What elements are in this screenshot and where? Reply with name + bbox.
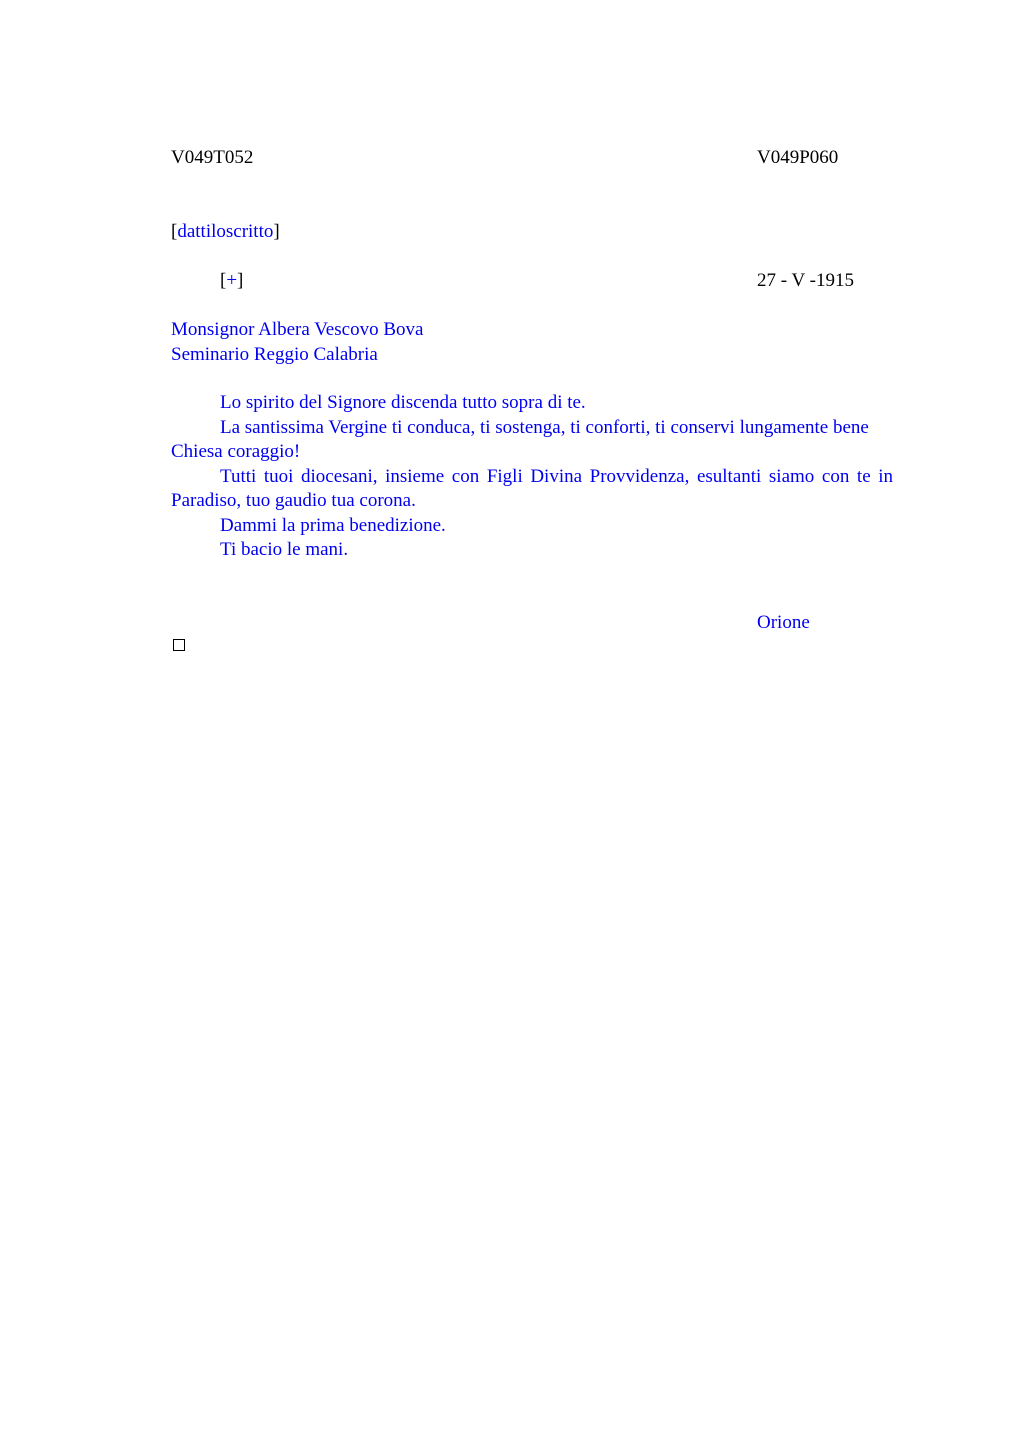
typescript-note-text: dattiloscritto [177, 221, 274, 242]
end-square-icon [173, 639, 185, 651]
bracket-open: [ [220, 270, 227, 291]
bracket-close: ] [273, 221, 280, 242]
typescript-note [171, 220, 280, 244]
document-code-right: V049P060 [757, 147, 839, 168]
body-paragraph-6: Ti bacio le mani. [220, 539, 349, 560]
body-paragraph-5: Dammi la prima benedizione. [220, 514, 446, 536]
cross-mark [220, 269, 243, 293]
body-paragraph-1: Lo spirito del Signore discenda tutto sopra di te. [220, 392, 586, 413]
signature: Orione [757, 612, 810, 633]
body-paragraph-2: La santissima Vergine ti conduca, ti sostenga, ti conforti, ti conservi lungamente bene [220, 416, 869, 438]
address-line-1: Monsignor Albera Vescovo Bova [171, 319, 424, 340]
body-paragraph-3: Chiesa coraggio! [171, 441, 301, 462]
cross-symbol: + [226, 270, 238, 291]
document-code-left: V049T052 [171, 147, 254, 168]
letter-body [171, 391, 893, 563]
bracket-open: [ [171, 221, 178, 242]
address-line-2: Seminario Reggio Calabria [171, 344, 378, 365]
letter-date: 27 - V -1915 [757, 270, 854, 291]
recipient-address [171, 317, 423, 367]
bracket-close: ] [237, 270, 244, 291]
body-paragraph-4: Tutti tuoi diocesani, insieme con Figli Divina Provvidenza, esultanti siamo con te in Paradiso, tuo gaudio tua corona. [171, 465, 893, 511]
